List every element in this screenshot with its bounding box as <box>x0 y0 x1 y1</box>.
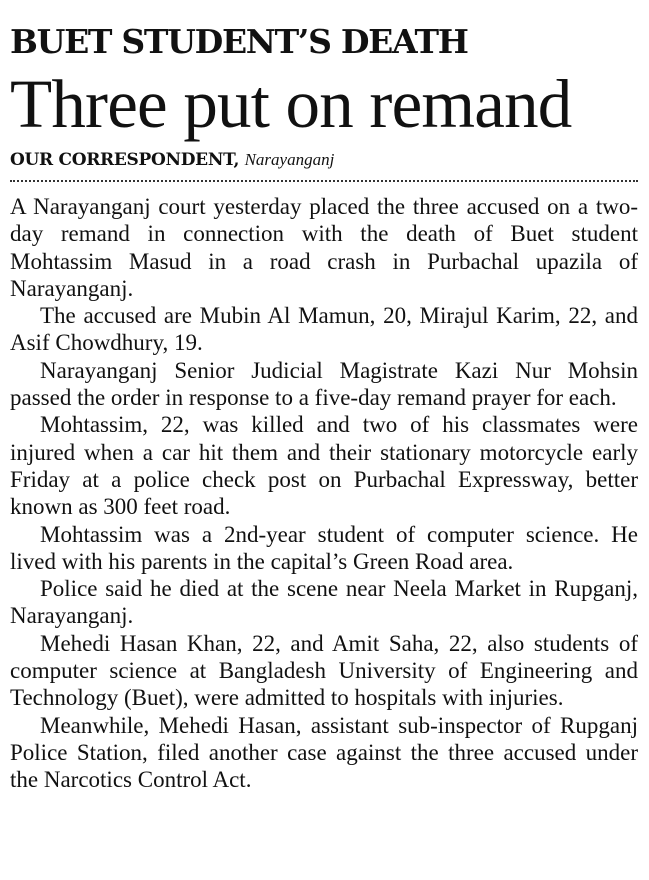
news-article <box>10 0 638 794</box>
paragraph: A Narayanganj court yesterday placed the three accused on a two-day remand in connection with the death of Buet student Mohtassim Masud in a road crash in Purbachal upazila of Narayanganj. <box>10 194 638 301</box>
paragraph: Mehedi Hasan Khan, 22, and Amit Saha, 22, also students of computer science at Bangladesh University of Engineering and Technology (Buet), were admitted to hospitals with injuries. <box>10 630 638 711</box>
byline-location: Narayanganj <box>244 150 335 169</box>
paragraph: Mohtassim, 22, was killed and two of his classmates were injured when a car hit them and their stationary motorcycle early Friday at a police check post on Purbachal Expressway, better known as 300 feet road. <box>10 412 638 520</box>
paragraph: The accused are Mubin Al Mamun, 20, Mirajul Karim, 22, and Asif Chowdhury, 19. <box>10 303 638 356</box>
article-headline: Three put on remand <box>10 66 572 142</box>
paragraph: Police said he died at the scene near Neela Market in Rupganj, Narayanganj. <box>10 576 638 629</box>
article-body <box>10 193 638 794</box>
paragraph: Meanwhile, Mehedi Hasan, assistant sub-inspector of Rupganj Police Station, filed another case against the three accused under the Narcotics Control Act. <box>10 712 638 793</box>
byline <box>10 148 638 172</box>
paragraph: Mohtassim was a 2nd-year student of computer science. He lived with his parents in the capital’s Green Road area. <box>10 521 638 574</box>
byline-author: OUR CORRESPONDENT, <box>10 150 240 170</box>
paragraph: Narayanganj Senior Judicial Magistrate Kazi Nur Mohsin passed the order in response to a five-day remand prayer for each. <box>10 357 638 411</box>
article-kicker: BUET STUDENT’S DEATH <box>10 22 468 61</box>
dotted-divider <box>10 180 638 182</box>
